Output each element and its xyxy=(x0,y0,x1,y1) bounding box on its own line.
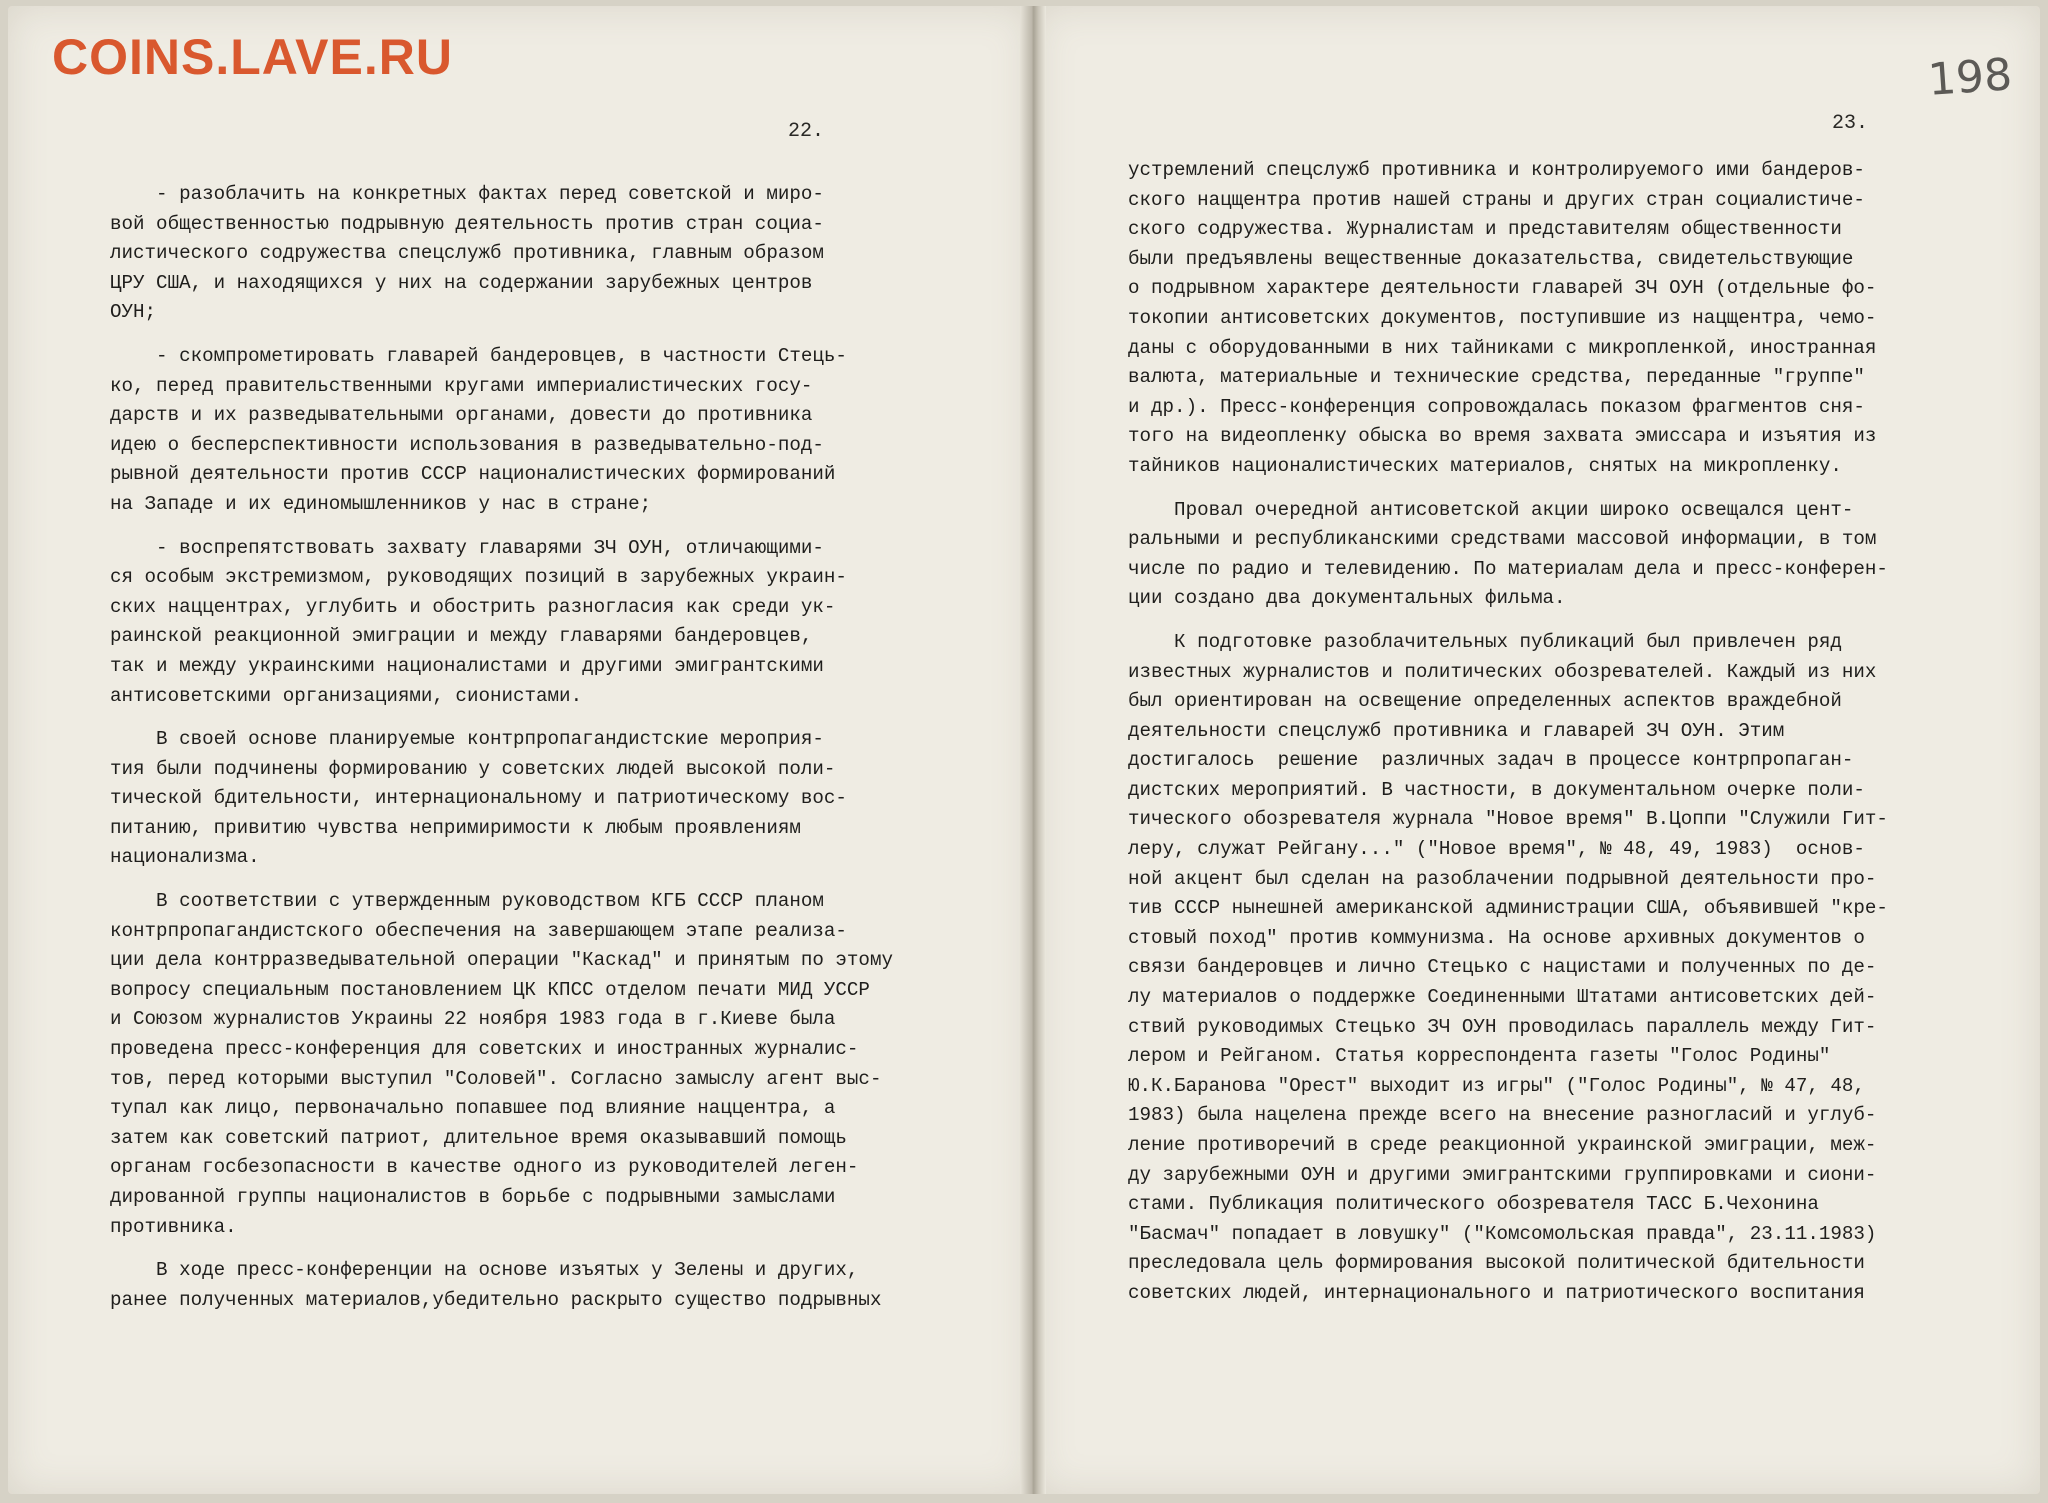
text-line: ОУН; xyxy=(110,301,157,324)
right-page-number: 23. xyxy=(1832,112,1869,135)
text-line: вопросу специальным постановлением ЦК КПСС отделом печати МИД УССР xyxy=(110,978,870,1001)
text-line: контрпропагандистского обеспечения на завершающем этапе реализа- xyxy=(110,919,847,942)
text-line: "Басмач" попадает в ловушку" ("Комсомольская правда", 23.11.1983) xyxy=(1128,1222,1877,1245)
text-line: - воспрепятствовать захвату главарями ЗЧ ОУН, отличающими- xyxy=(110,536,824,559)
text-line: противника. xyxy=(110,1215,237,1238)
text-line: идею о бесперспективности использования в разведывательно-под- xyxy=(110,433,824,456)
text-line: и Союзом журналистов Украины 22 ноября 1983 года в г.Киеве была xyxy=(110,1008,836,1031)
text-line: известных журналистов и политических обозревателей. Каждый из них xyxy=(1128,660,1877,683)
text-line: тов, перед которыми выступил "Соловей". Согласно замыслу агент выс- xyxy=(110,1067,882,1090)
text-line: ся особым экстремизмом, руководящих позиций в зарубежных украин- xyxy=(110,566,847,589)
text-line: о подрывном характере деятельности главарей ЗЧ ОУН (отдельные фо- xyxy=(1128,277,1877,300)
paragraph xyxy=(110,534,893,712)
text-line: ральными и республиканскими средствами массовой информации, в том xyxy=(1128,528,1877,551)
paragraph xyxy=(110,887,893,1242)
text-line: антисоветскими организациями, сионистами. xyxy=(110,684,583,707)
text-line: и др.). Пресс-конференция сопровождалась показом фрагментов сня- xyxy=(1128,395,1865,418)
text-line: рывной деятельности против СССР националистических формирований xyxy=(110,463,836,486)
text-line: тайников националистических материалов, снятых на микропленку. xyxy=(1128,454,1842,477)
text-line: был ориентирован на освещение определенных аспектов враждебной xyxy=(1128,690,1842,713)
text-line: - разоблачить на конкретных фактах перед советской и миро- xyxy=(110,183,824,205)
text-line: В ходе пресс-конференции на основе изъятых у Зелены и других, xyxy=(110,1259,859,1282)
paragraph xyxy=(1128,496,1888,614)
text-line: лером и Рейганом. Статья корреспондента газеты "Голос Родины" xyxy=(1128,1045,1831,1068)
book-gutter xyxy=(1020,6,1046,1494)
text-line: стами. Публикация политического обозревателя ТАСС Б.Чехонина xyxy=(1128,1193,1819,1216)
text-line: Ю.К.Баранова "Орест" выходит из игры" ("Голос Родины", № 47, 48, xyxy=(1128,1074,1865,1097)
left-page-number: 22. xyxy=(788,120,825,143)
watermark: COINS.LAVE.RU xyxy=(52,29,453,85)
text-line: дированной группы националистов в борьбе с подрывными замыслами xyxy=(110,1186,836,1208)
right-page-body xyxy=(1128,156,1888,1309)
text-line: вой общественностью подрывную деятельность против стран социа- xyxy=(110,212,824,235)
text-line: ной акцент был сделан на разоблачении подрывной деятельности про- xyxy=(1128,867,1877,890)
text-line: национализма. xyxy=(110,846,260,869)
text-line: ского нацщентра против нашей страны и других стран социалистиче- xyxy=(1128,188,1865,211)
text-line: даны с оборудованными в них тайниками с микропленкой, иностранная xyxy=(1128,336,1877,359)
text-line: ду зарубежными ОУН и другими эмигрантскими группировками и сиони- xyxy=(1128,1163,1877,1186)
text-line: ление противоречий в среде реакционной украинской эмиграции, меж- xyxy=(1128,1134,1877,1156)
text-line: преследовала цель формирования высокой политической бдительности xyxy=(1128,1252,1865,1275)
text-line: питанию, привитию чувства непримиримости к любым проявлениям xyxy=(110,816,801,839)
text-line: - скомпрометировать главарей бандеровцев, в частности Стець- xyxy=(110,344,847,367)
text-line: ских наццентрах, углубить и обострить разногласия как среди ук- xyxy=(110,595,836,618)
text-line: ского содружества. Журналистам и представителям общественности xyxy=(1128,218,1842,241)
text-line: ранее полученных материалов,убедительно раскрыто существо подрывных xyxy=(110,1288,882,1311)
text-line: достигалось решение различных задач в процессе контрпропаган- xyxy=(1128,749,1854,772)
text-line: ции создано два документальных фильма. xyxy=(1128,587,1566,610)
paragraph xyxy=(110,180,893,328)
text-line: затем как советский патриот, длительное время оказывавший помощь xyxy=(110,1126,847,1149)
text-line: тического обозревателя журнала "Новое время" В.Цоппи "Служили Гит- xyxy=(1128,808,1888,831)
text-line: ции дела контрразведывательной операции "Каскад" и принятым по этому xyxy=(110,949,893,972)
text-line: В своей основе планируемые контрпропагандистские мероприя- xyxy=(110,728,824,751)
text-line: токопии антисоветских документов, поступившие из нацщентра, чемо- xyxy=(1128,306,1877,329)
text-line: Провал очередной антисоветской акции широко освещался цент- xyxy=(1128,498,1854,521)
text-line: органам госбезопасности в качестве одного из руководителей леген- xyxy=(110,1156,859,1179)
text-line: были предъявлены вещественные доказательства, свидетельствующие xyxy=(1128,247,1854,270)
text-line: листического содружества спецслужб противника, главным образом xyxy=(110,242,824,265)
text-line: раинской реакционной эмиграции и между главарями бандеровцев, xyxy=(110,625,813,648)
text-line: тия были подчинены формированию у советских людей высокой поли- xyxy=(110,757,836,780)
text-line: ствий руководимых Стецько ЗЧ ОУН проводилась параллель между Гит- xyxy=(1128,1015,1877,1038)
paragraph xyxy=(1128,156,1888,482)
text-line: дарств и их разведывательными органами, довести до противника xyxy=(110,404,813,427)
text-line: лу материалов о поддержке Соединенными Штатами антисоветских дей- xyxy=(1128,986,1877,1009)
text-line: тической бдительности, интернациональному и патриотическому вос- xyxy=(110,787,847,810)
text-line: проведена пресс-конференция для советских и иностранных журналис- xyxy=(110,1038,859,1061)
text-line: деятельности спецслужб противника и главарей ЗЧ ОУН. Этим xyxy=(1128,719,1785,742)
text-line: на Западе и их единомышленников у нас в стране; xyxy=(110,492,652,515)
text-line: леру, служат Рейгану..." ("Новое время", № 48, 49, 1983) основ- xyxy=(1128,838,1865,861)
text-line: советских людей, интернационального и патриотического воспитания xyxy=(1128,1281,1865,1304)
paragraph xyxy=(1128,628,1888,1309)
paragraph xyxy=(110,1256,893,1315)
text-line: связи бандеровцев и лично Стецько с нацистами и полученных по де- xyxy=(1128,956,1877,979)
text-line: так и между украинскими националистами и другими эмигрантскими xyxy=(110,654,824,677)
text-line: 1983) была нацелена прежде всего на внесение разногласий и углуб- xyxy=(1128,1104,1877,1127)
text-line: стовый поход" против коммунизма. На основе архивных документов о xyxy=(1128,926,1865,949)
paragraph xyxy=(110,342,893,520)
text-line: тив СССР нынешней американской администрации США, объявившей "кре- xyxy=(1128,897,1888,920)
text-line: ЦРУ США, и находящихся у них на содержании зарубежных центров xyxy=(110,271,813,294)
text-line: ко, перед правительственными кругами империалистических госу- xyxy=(110,374,813,397)
text-line: тупал как лицо, первоначально попавшее под влияние наццентра, а xyxy=(110,1097,836,1120)
paragraph xyxy=(110,725,893,873)
text-line: дистских мероприятий. В частности, в документальном очерке поли- xyxy=(1128,778,1865,801)
text-line: К подготовке разоблачительных публикаций был привлечен ряд xyxy=(1128,630,1842,653)
text-line: В соответствии с утвержденным руководством КГБ СССР планом xyxy=(110,890,824,913)
text-line: валюта, материальные и технические средства, переданные "группе" xyxy=(1128,366,1865,389)
handwritten-page-number: 198 xyxy=(1926,49,2014,106)
text-line: устремлений спецслужб противника и контролируемого ими бандеров- xyxy=(1128,159,1865,181)
left-page-body xyxy=(110,180,893,1315)
text-line: того на видеопленку обыска во время захвата эмиссара и изъятия из xyxy=(1128,425,1877,448)
text-line: числе по радио и телевидению. По материалам дела и пресс-конферен- xyxy=(1128,557,1888,580)
